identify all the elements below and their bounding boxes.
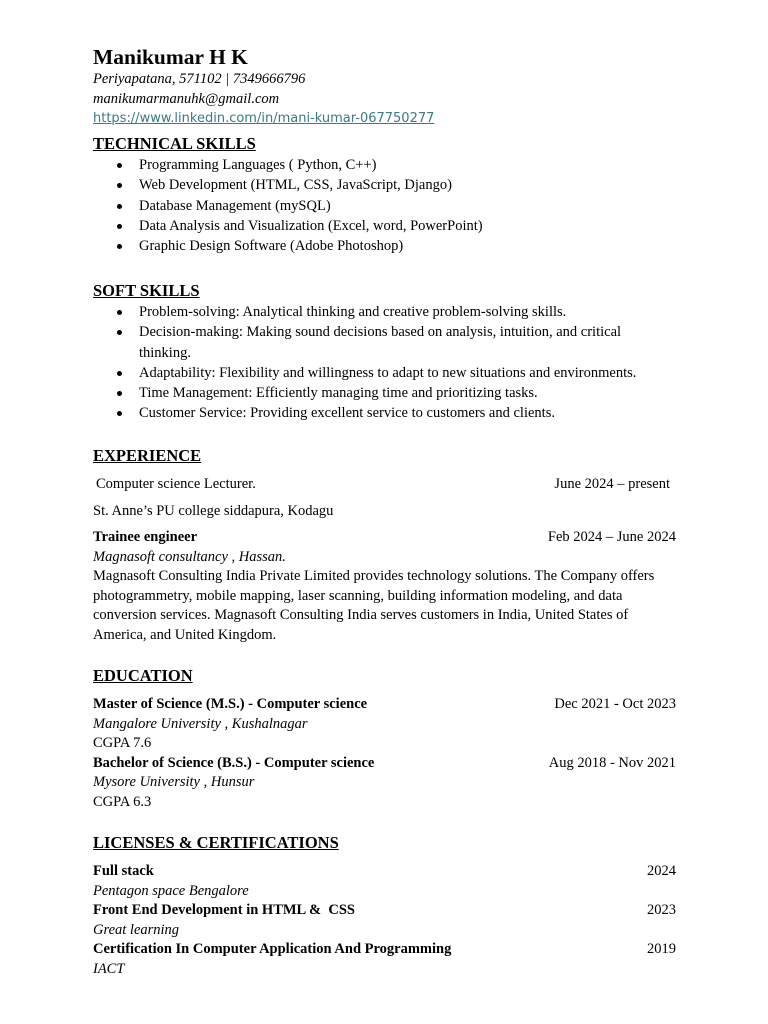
technical-skills-heading: TECHNICAL SKILLS <box>93 134 256 153</box>
certification-name: Front End Development in HTML & CSS <box>93 902 355 918</box>
location-phone: Periyapatana, 571102 | 7349666796 <box>93 71 306 87</box>
certification-issuer: IACT <box>93 960 125 977</box>
soft-skills-section <box>93 280 683 424</box>
certification-year: 2024 <box>647 863 676 879</box>
job-role: Computer science Lecturer. <box>96 476 256 492</box>
email-address: manikumarmanuhk@gmail.com <box>93 91 280 107</box>
experience-heading: EXPERIENCE <box>93 446 202 465</box>
experience-entry <box>93 475 683 495</box>
grade: CGPA 6.3 <box>93 793 152 810</box>
list-item: Programming Languages ( Python, C++) <box>93 155 683 175</box>
candidate-name: Manikumar H K <box>93 45 248 69</box>
degree-name: Master of Science (M.S.) - Computer science <box>93 696 368 712</box>
job-dates: Feb 2024 – June 2024 <box>547 529 676 545</box>
education-section <box>93 665 683 812</box>
list-item: Problem-solving: Analytical thinking and creative problem-solving skills. <box>93 302 683 322</box>
linkedin-link[interactable]: https://www.linkedin.com/in/mani-kumar-067750277 <box>93 111 435 126</box>
experience-heading-block <box>93 445 683 467</box>
technical-skills-list <box>93 155 683 256</box>
certification-name: Full stack <box>93 863 154 879</box>
list-item: Customer Service: Providing excellent service to customers and clients. <box>93 403 683 423</box>
job-organization: Magnasoft consultancy , Hassan. <box>93 548 286 565</box>
education-heading: EDUCATION <box>93 666 193 685</box>
list-item: Graphic Design Software (Adobe Photoshop) <box>93 236 683 256</box>
list-item: Data Analysis and Visualization (Excel, word, PowerPoint) <box>93 216 683 236</box>
education-entry <box>93 754 683 813</box>
degree-dates: Aug 2018 - Nov 2021 <box>548 754 676 771</box>
certification-name: Certification In Computer Application And Programming <box>93 941 452 957</box>
resume-header <box>93 44 683 129</box>
soft-skills-heading: SOFT SKILLS <box>93 281 200 300</box>
certification-year: 2019 <box>647 941 676 957</box>
list-item: Decision-making: Making sound decisions based on analysis, intuition, and critical thinking. <box>93 322 683 363</box>
job-organization: St. Anne’s PU college siddapura, Kodagu <box>93 503 334 519</box>
job-role: Trainee engineer <box>93 529 198 545</box>
experience-entry <box>93 528 683 645</box>
certification-entry <box>93 862 683 901</box>
school-name: Mangalore University , Kushalnagar <box>93 715 308 732</box>
certification-year: 2023 <box>647 902 676 918</box>
job-description: Magnasoft Consulting India Private Limited provides technology solutions. The Company offers photogrammetry, mobile mapping, laser scanning, building information modeling, and data conversion services. Magnasoft Consulting India serves customers in India, United States of America, and United Kingdom. <box>93 568 655 643</box>
list-item: Adaptability: Flexibility and willingness to adapt to new situations and environments. <box>93 363 683 383</box>
soft-skills-list <box>93 302 683 424</box>
certification-issuer: Great learning <box>93 921 180 938</box>
certifications-heading: LICENSES & CERTIFICATIONS <box>93 833 339 852</box>
list-item: Time Management: Efficiently managing time and prioritizing tasks. <box>93 383 683 403</box>
certification-issuer: Pentagon space Bengalore <box>93 882 249 899</box>
grade: CGPA 7.6 <box>93 735 152 751</box>
job-dates: June 2024 – present <box>554 476 670 492</box>
list-item: Database Management (mySQL) <box>93 196 683 216</box>
certification-entry <box>93 901 683 940</box>
degree-dates: Dec 2021 - Oct 2023 <box>554 696 676 712</box>
certifications-section <box>93 832 683 979</box>
education-entry <box>93 695 683 754</box>
degree-name: Bachelor of Science (B.S.) - Computer science <box>93 754 375 771</box>
certification-entry <box>93 940 683 979</box>
list-item: Web Development (HTML, CSS, JavaScript, Django) <box>93 175 683 195</box>
school-name: Mysore University , Hunsur <box>93 774 255 790</box>
technical-skills-section <box>93 133 683 256</box>
